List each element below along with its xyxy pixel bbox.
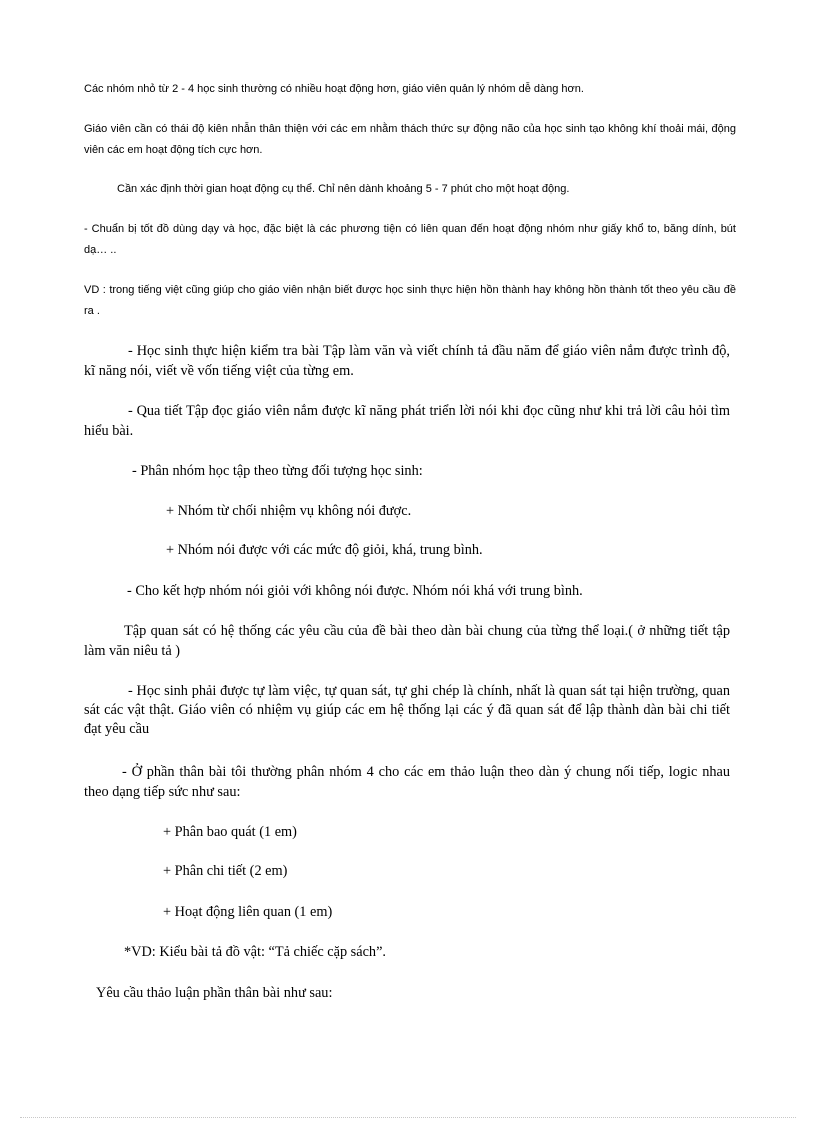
list-item-group-refuse: + Nhóm từ chối nhiệm vụ không nói được. bbox=[166, 503, 412, 519]
paragraph-grouping: - Phân nhóm học tập theo từng đối tượng học sinh: bbox=[132, 463, 423, 479]
paragraph-reading-lesson: - Qua tiết Tập đọc giáo viên nắm được kĩ năng phát triển lời nói khi đọc cũng như khi trả lời câu hỏi tìm hiểu bài. bbox=[84, 403, 730, 439]
paragraph-writing-test: - Học sinh thực hiện kiểm tra bài Tập làm văn và viết chính tả đầu năm để giáo viên nắm được trình độ, kĩ năng nói, viết về vốn tiếng việt của từng em. bbox=[84, 343, 730, 379]
paragraph-group-size: Các nhóm nhỏ từ 2 - 4 học sinh thường có nhiều hoạt động hơn, giáo viên quản lý nhóm dễ dàng hơn. bbox=[84, 83, 584, 95]
list-item-related-activity: + Hoạt động liên quan (1 em) bbox=[163, 904, 333, 920]
list-item-group-speaking: + Nhóm nói được với các mức độ giỏi, khá, trung bình. bbox=[166, 542, 483, 558]
paragraph-example-vietnamese: VD : trong tiếng việt cũng giúp cho giáo viên nhận biết được học sinh thực hiện hồn thành hay không hồn thành tốt theo yêu cầu đề ra . bbox=[84, 284, 736, 317]
page-bottom-rule bbox=[20, 1117, 796, 1118]
paragraph-prepare-materials: - Chuẩn bị tốt đồ dùng dạy và học, đặc biệt là các phương tiện có liên quan đến hoạt động nhóm như giấy khổ to, băng dính, bút dạ… .. bbox=[84, 223, 736, 256]
paragraph-body-grouping: - Ở phần thân bài tôi thường phân nhóm 4 cho các em thảo luận theo dàn ý chung nối tiếp, logic nhau theo dạng tiếp sức như sau: bbox=[84, 764, 730, 800]
paragraph-combine-groups: - Cho kết hợp nhóm nói giỏi với không nói được. Nhóm nói khá với trung bình. bbox=[127, 583, 583, 599]
paragraph-example-schoolbag: *VD: Kiểu bài tả đồ vật: “Tả chiếc cặp sách”. bbox=[124, 944, 386, 960]
paragraph-self-work: - Học sinh phải được tự làm việc, tự quan sát, tự ghi chép là chính, nhất là quan sát tại hiện trường, quan sát các vật thật. Giáo viên có nhiệm vụ giúp các em hệ thống lại các ý đã quan sát để lập thành dàn bài chi tiết đạt yêu cầu bbox=[84, 683, 730, 737]
list-item-overview: + Phân bao quát (1 em) bbox=[163, 824, 297, 840]
paragraph-discussion-requirement: Yêu cầu thảo luận phần thân bài như sau: bbox=[96, 985, 333, 1001]
paragraph-systematic-observation: Tập quan sát có hệ thống các yêu cầu của đề bài theo dàn bài chung của từng thể loại.( ở những tiết tập làm văn niêu tả ) bbox=[84, 623, 730, 659]
list-item-detail: + Phân chi tiết (2 em) bbox=[163, 863, 288, 879]
paragraph-activity-time: Cần xác định thời gian hoạt động cụ thể. Chỉ nên dành khoảng 5 - 7 phút cho một hoạt động. bbox=[117, 183, 570, 195]
paragraph-teacher-attitude: Giáo viên cần có thái độ kiên nhẫn thân thiện với các em nhằm thách thức sự động não của học sinh tạo không khí thoải mái, động viên các em hoạt động tích cực hơn. bbox=[84, 123, 736, 156]
